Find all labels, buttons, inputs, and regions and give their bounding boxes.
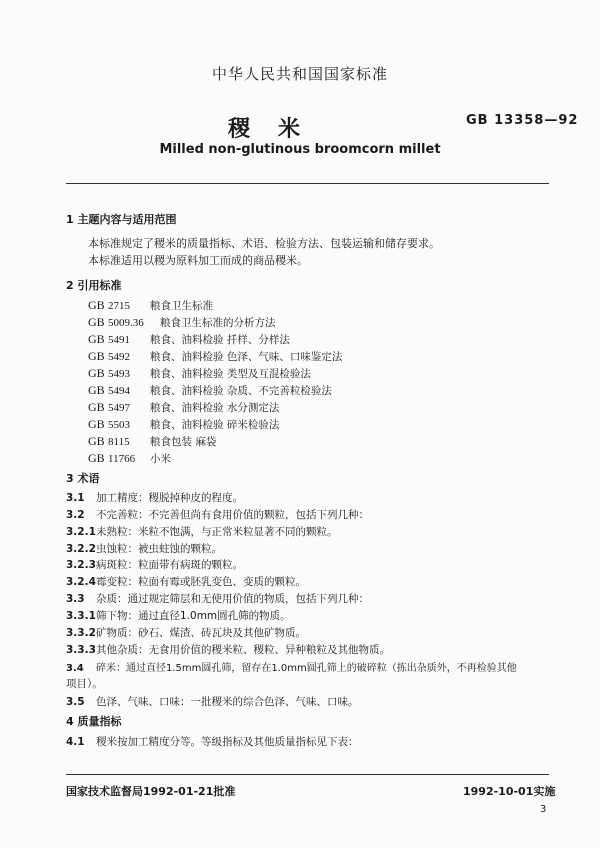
footer-divider: [66, 774, 549, 775]
quality-clause: 4.1 稷米按加工精度分等。等级指标及其他质量指标见下表：: [66, 736, 359, 748]
english-subtitle: Milled non-glutinous broomcorn millet: [159, 142, 441, 157]
term-item: 3.3.1筛下物：通过直径1.0mm圆孔筛的物质。: [66, 610, 291, 622]
reference-item: GB 5497 粮食、油料检验 水分测定法: [88, 400, 280, 414]
standard-number: GB 13358—92: [466, 113, 579, 128]
term-item: 3.5 色泽、气味、口味：一批稷米的综合色泽、气味、口味。: [66, 696, 359, 708]
section-1-heading: 1 主题内容与适用范围: [66, 213, 177, 226]
term-item: 3.2 不完善粒：不完善但尚有食用价值的颗粒，包括下列几种：: [66, 509, 369, 521]
term-item: 3.3 杂质：通过规定筛层和无使用价值的物质，包括下列几种：: [66, 593, 369, 605]
term-item: 3.3.2矿物质：砂石、煤渣、砖瓦块及其他矿物质。: [66, 627, 306, 639]
reference-item: GB 5009.36 粮食卫生标准的分析方法: [88, 315, 276, 329]
section-1-line-2: 本标准适用以稷为原料加工而成的商品稷米。: [88, 254, 308, 267]
issuer-heading: 中华人民共和国国家标准: [211, 65, 388, 83]
term-item: 3.2.2虫蚀粒：被虫蛀蚀的颗粒。: [66, 543, 222, 555]
term-item-continuation: 项目）。: [66, 678, 103, 690]
page-number: 3: [540, 804, 547, 815]
term-item: 3.2.3病斑粒：粒面带有病斑的颗粒。: [66, 559, 243, 571]
section-3-heading: 3 术语: [66, 472, 100, 485]
term-item: 3.4 碎米：通过直径1.5mm圆孔筛，留存在1.0mm圆孔筛上的破碎粒（拣出杂质外，不再检验其他: [66, 663, 517, 674]
reference-item: GB 5493 粮食、油料检验 类型及互混检验法: [88, 366, 311, 380]
effective-date: 1992-10-01实施: [463, 785, 556, 798]
term-item: 3.2.4霉变粒：粒面有霉或胚乳变色、变质的颗粒。: [66, 576, 306, 588]
approval-date: 国家技术监督局1992-01-21批准: [66, 785, 236, 798]
reference-item: GB 5492 粮食、油料检验 色泽、气味、口味鉴定法: [88, 349, 343, 363]
reference-item: GB 5503 粮食、油料检验 碎米检验法: [88, 417, 280, 431]
term-item: 3.3.3其他杂质：无食用价值的稷米粒、稷粒、异种粮粒及其他物质。: [66, 644, 390, 656]
section-1-line-1: 本标准规定了稷米的质量指标、术语、检验方法、包装运输和储存要求。: [88, 237, 440, 250]
section-4-heading: 4 质量指标: [66, 715, 122, 728]
reference-item: GB 11766 小米: [88, 451, 171, 465]
reference-item: GB 5491 粮食、油料检验 扦样、分样法: [88, 332, 290, 346]
reference-item: GB 5494 粮食、油料检验 杂质、不完善粒检验法: [88, 383, 332, 397]
document-title: 稷米: [228, 117, 329, 142]
reference-item: GB 2715 粮食卫生标准: [88, 298, 213, 312]
reference-item: GB 8115 粮食包装 麻袋: [88, 434, 217, 448]
section-2-heading: 2 引用标准: [66, 279, 122, 292]
term-item: 3.2.1未熟粒：米粒不饱满，与正常米粒显著不同的颗粒。: [66, 526, 338, 538]
header-divider: [66, 183, 549, 184]
term-item: 3.1 加工精度：稷脱掉种皮的程度。: [66, 492, 243, 504]
